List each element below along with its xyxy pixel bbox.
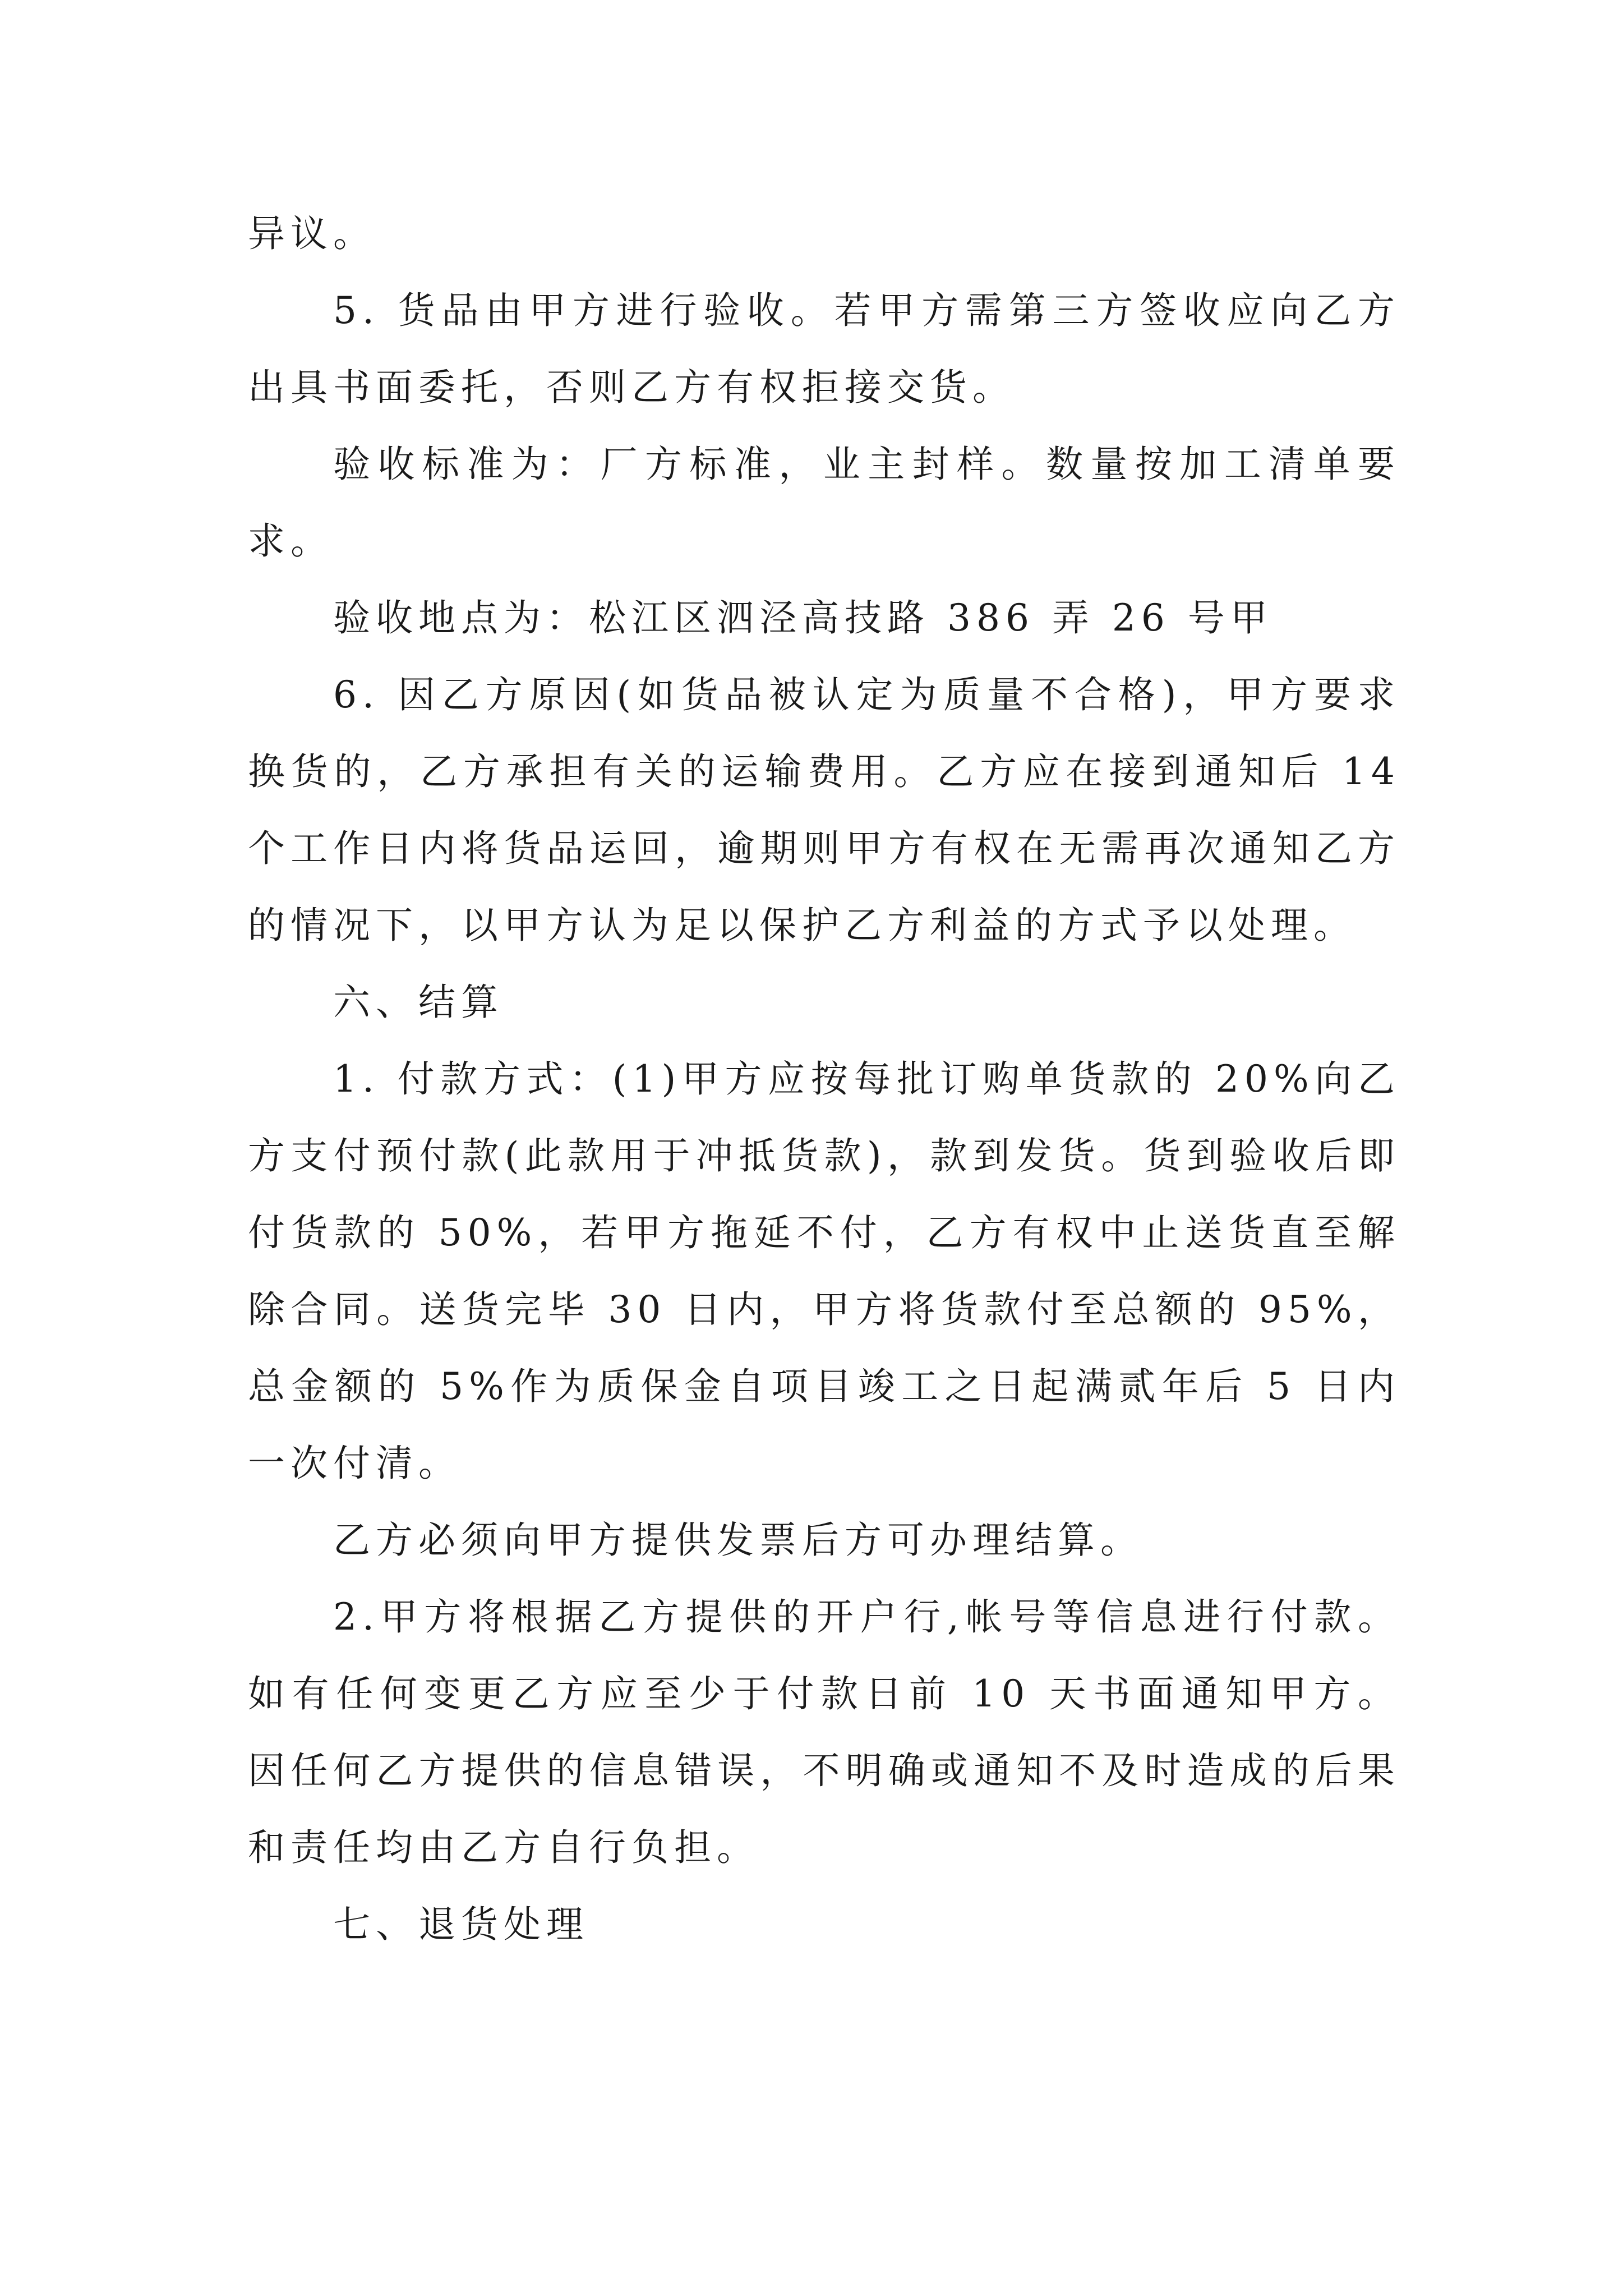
paragraph-invoice-requirement: 乙方必须向甲方提供发票后方可办理结算。 — [333, 1519, 1143, 1562]
paragraph-bank-account: 2.甲方将根据乙方提供的开户行,帐号等信息进行付款。如有任何变更乙方应至少于付款日前 10 天书面通知甲方。因任何乙方提供的信息错误，不明确或通知不及时造成的后果和责任均由乙方自行负担。 — [248, 1595, 1400, 1869]
paragraph-acceptance-location: 验收地点为：松江区泗泾高技路 386 弄 26 号甲 — [333, 596, 1273, 639]
document-body — [248, 195, 1400, 1963]
paragraph-acceptance-inspection: 5. 货品由甲方进行验收。若甲方需第三方签收应向乙方出具书面委托，否则乙方有权拒接交货。 — [248, 289, 1400, 409]
paragraph-payment-method: 1. 付款方式：(1)甲方应按每批订购单货款的 20%向乙方支付预付款(此款用于冲抵货款)，款到发货。货到验收后即付货款的 50%，若甲方拖延不付，乙方有权中止送货直至解除合同。送货完毕 30 日内，甲方将货款付至总额的 95%，总金额的 5%作为质保金自项目竣工之日起满贰年后 5 日内一次付清。 — [248, 1057, 1400, 1485]
paragraph-acceptance-standard: 验收标准为：厂方标准，业主封样。数量按加工清单要求。 — [248, 443, 1400, 563]
section-heading-settlement: 六、结算 — [333, 981, 504, 1024]
paragraph-objection-end: 异议。 — [248, 212, 376, 255]
paragraph-replacement: 6. 因乙方原因(如货品被认定为质量不合格)，甲方要求换货的，乙方承担有关的运输费用。乙方应在接到通知后 14 个工作日内将货品运回，逾期则甲方有权在无需再次通知乙方的情况下，以甲方认为足以保护乙方利益的方式予以处理。 — [248, 673, 1400, 947]
section-heading-returns: 七、退货处理 — [333, 1903, 589, 1946]
